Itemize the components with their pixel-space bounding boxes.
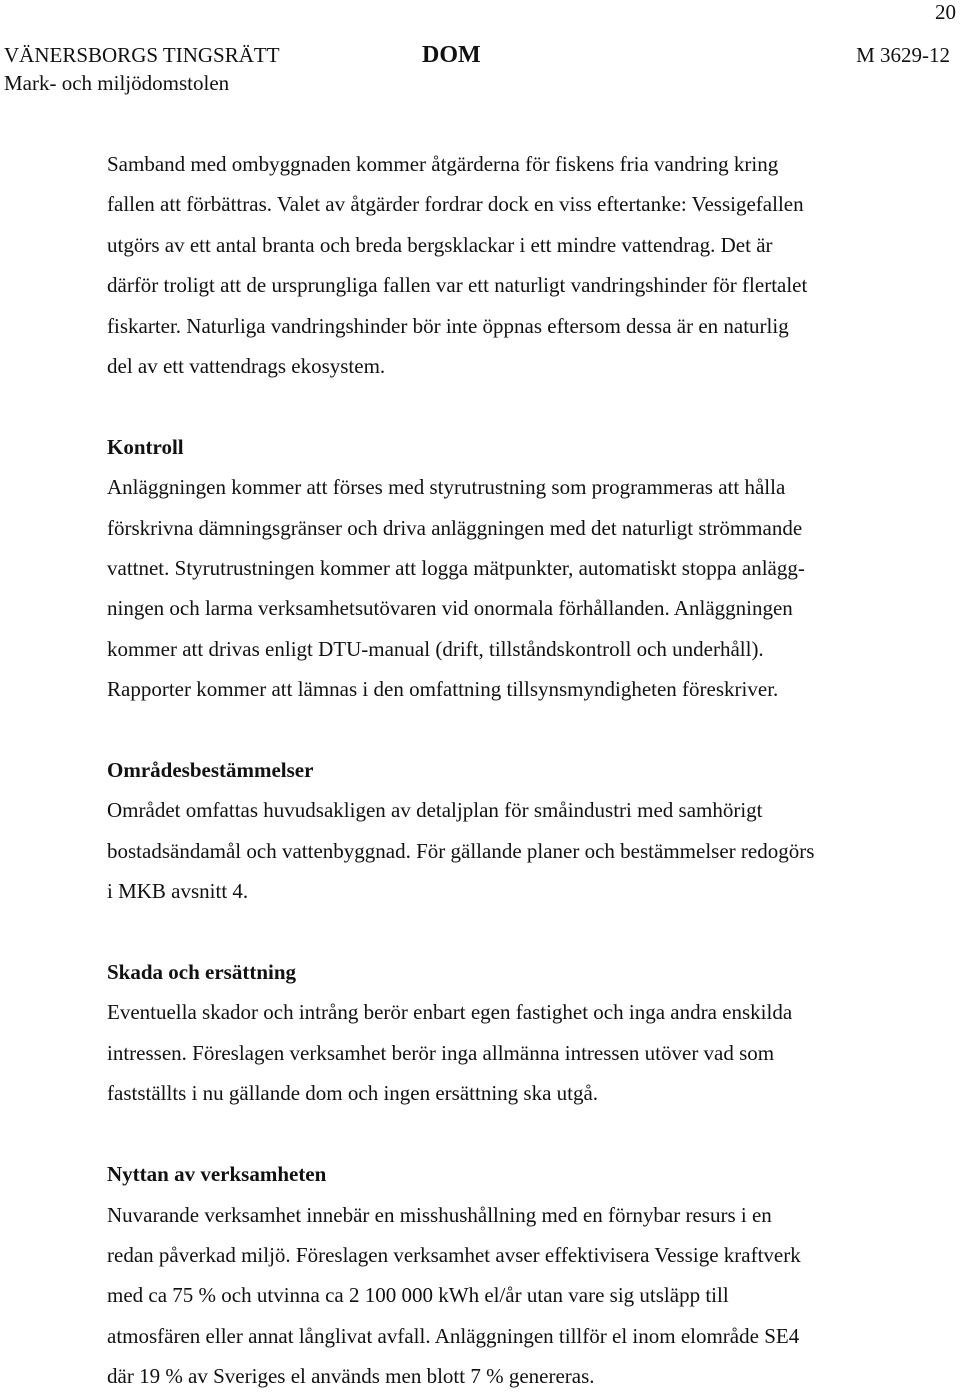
section-heading-omradesbestammelser: Områdesbestämmelser xyxy=(107,758,314,783)
court-division: Mark- och miljödomstolen xyxy=(4,71,230,95)
section-text-omradesbestammelser: Området omfattas huvudsakligen av detaljplan för småindustri med samhörigt bostadsändamål och vattenbyggnad. För gällande planer och bestämmelser redogörs i MKB avsnitt 4. xyxy=(107,798,815,904)
section-heading-kontroll: Kontroll xyxy=(107,434,184,459)
section-spacer xyxy=(107,386,907,426)
section-spacer xyxy=(107,912,907,952)
section-text-skada-och-ersattning: Eventuella skador och intrång berör enbart egen fastighet och inga andra enskilda intressen. Föreslagen verksamhet berör inga allmänna intressen utöver vad som fastställts i nu gällande dom och ingen ersättning ska utgå. xyxy=(107,1000,793,1106)
case-number: M 3629-12 xyxy=(856,43,950,67)
intro-paragraph: Samband med ombyggnaden kommer åtgärderna för fiskens fria vandring kring fallen att förbättras. Valet av åtgärder fordrar dock en viss eftertanke: Vessigefallen utgörs av ett antal branta och breda bergsklackar i ett mindre vattendrag. Det är därför troligt att de ursprungliga fallen var ett naturligt vandringshinder för flertalet fiskarter. Naturliga vandringshinder bör inte öppnas eftersom dessa är en naturlig del av ett vattendrags ekosystem. xyxy=(107,152,808,379)
section-spacer xyxy=(107,710,907,750)
court-name: VÄNERSBORGS TINGSRÄTT xyxy=(4,43,280,67)
section-heading-nyttan-av-verksamheten: Nyttan av verksamheten xyxy=(107,1162,327,1187)
section-text-nyttan-av-verksamheten: Nuvarande verksamhet innebär en misshushållning med en förnybar resurs i en redan påverkad miljö. Föreslagen verksamhet avser effektivisera Vessige kraftverk med ca 75 % och utvinna ca 2 100 000 kWh el/år utan vare sig utsläpp till atmosfären eller annat långlivat avfall. Anläggningen tillför el inom elområde SE4 där 19 % av Sveriges el används men blott 7 % genereras. xyxy=(107,1202,801,1389)
section-spacer xyxy=(107,1114,907,1154)
section-text-kontroll: Anläggningen kommer att förses med styrutrustning som programmeras att hålla förskrivna dämningsgränser och driva anläggningen med det naturligt strömmande vattnet. Styrutrustningen kommer att logga mätpunkter, automatiskt stoppa anlägg- ningen och larma verksamhetsutövaren vid onormala förhållanden. Anläggningen kommer att drivas enligt DTU-manual (drift, tillståndskontroll och underhåll). Rapporter kommer att lämnas i den omfattning tillsynsmyndigheten föreskriver. xyxy=(107,475,805,702)
document-body xyxy=(107,144,907,1397)
document-type: DOM xyxy=(422,42,481,68)
page-number: 20 xyxy=(935,0,956,24)
section-heading-skada-och-ersattning: Skada och ersättning xyxy=(107,960,297,985)
document-header xyxy=(4,42,950,98)
